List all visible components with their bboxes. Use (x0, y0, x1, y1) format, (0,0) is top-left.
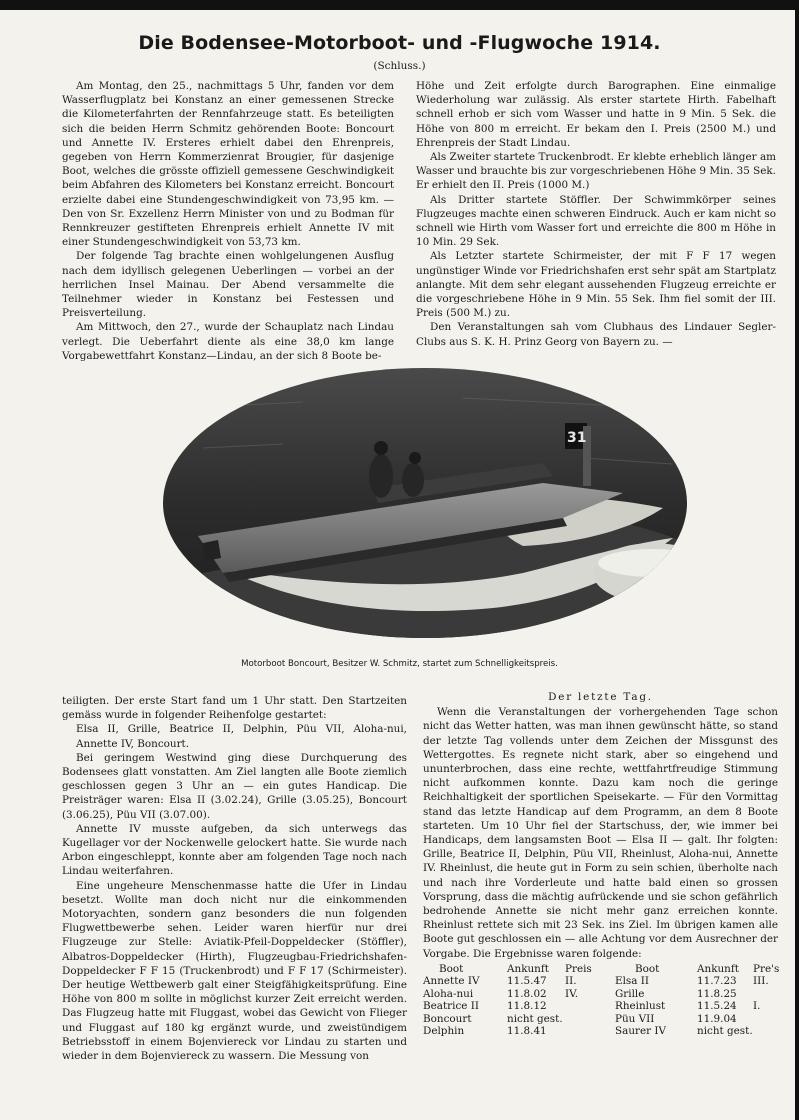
column-2 (416, 79, 776, 349)
table-cell: Delphin (423, 1025, 465, 1038)
paragraph: Der folgende Tag brachte einen wohlgelungenen Ausflug nach dem idyllisch gelegenen Ueberlingen — vorbei an der herrlichen Insel Mainau. Der Abend versammelte die Teilnehmer wieder in Konstanz bei Festessen und Preisverteilung. (62, 250, 394, 320)
table-cell: I. (753, 1000, 761, 1013)
paragraph: Eine ungeheure Menschenmasse hatte die Ufer in Lindau besetzt. Wollte man doch nicht nur die einkommenden Motoryachten, sondern ganz besonders die nun folgenden Flugwettbewerbe sehen. Leider waren hierfür nur drei Flugzeuge zur Stelle: Aviatik-Pfeil-Doppeldecker (Stöffler), Albatros-Doppeldecker (Hirth), Flugzeugbau-Friedrichshafen-Doppeldecker F F 15 (Truckenbrodt) und F F 17 (Schirmeister). Der heutige Wettbewerb galt einer Steigfähigkeitsprüfung. Eine Höhe von 800 m sollte in möglichst kurzer Zeit erreicht werden. Das Flugzeug hatte mit Fluggast, wobei das Gewicht von Flieger und Fluggast auf 180 kg ergänzt wurde, und zweistündigem Betriebsstoff in einem Bojenviereck vor Lindau zu starten und wieder in dem Bojenviereck zu wassern. Die Messung von (62, 879, 407, 1063)
header-boot: Boot (439, 962, 464, 975)
table-cell: II. (565, 975, 577, 988)
table-cell (753, 1013, 777, 1026)
scan-border-top (0, 0, 799, 10)
header-preis: Pre's (753, 962, 780, 975)
paragraph: Bei geringem Westwind ging diese Durchquerung des Bodensees glatt vonstatten. Am Ziel langten alle Boote ziemlich geschlossen gegen 3 Uhr an — ein gutes Handicap. Die Preisträger waren: Elsa II (3.02.24), Grille (3.05.25), Boncourt (3.06.25), Püu VII (3.07.00). (62, 751, 407, 821)
table-cell: nicht gest. (697, 1025, 753, 1038)
table-cell: Annette IV (423, 975, 480, 988)
paragraph: Elsa II, Grille, Beatrice II, Delphin, Püu VII, Aloha-nui, Annette IV, Boncourt. (76, 723, 407, 750)
table-cell: IV. (565, 987, 579, 1000)
paragraph: Wenn die Veranstaltungen der vorhergehenden Tage schon nicht das Wetter hatten, was man ihnen gewünscht hätte, so stand der letzte Tag vollends unter dem Zeichen der Missgunst des Wettergottes. Es regnete nicht stark, aber so eingehend und ununterbrochen, dass eine rechte, wettfahrtfreudige Stimmung nicht aufkommen konnte. Dazu kam noch die geringe Reichhaltigkeit der sportlichen Speisekarte. — Für den Vormittag stand das letzte Handicap auf dem Programm, an dem 8 Boote starteten. Um 10 Uhr fiel der Startschuss, der, wie immer bei Handicaps, dem langsamsten Boot — Elsa II — galt. Ihr folgten: Grille, Beatrice II, Delphin, Püu VII, Rheinlust, Aloha-nui, Annette IV. Rheinlust, die heute gut in Form zu sein schien, überholte nach und nach ihre Vorderleute und hatte bald einen so grossen Vorsprung, dass die mächtig aufrückende und sie schon gefährlich bedrohende Annette sie nicht mehr ganz erreichen konnte. Rheinlust rettete sich mit 23 Sek. ins Ziel. Im übrigen kamen alle Boote gut geschlossen ein — alle Achtung vor dem Ausrechner der Vorgabe. Die Ergebnisse waren folgende: (423, 706, 778, 960)
table-cell: Saurer IV (615, 1025, 666, 1038)
table-cell: 11.8.41 (507, 1025, 547, 1038)
table-cell: 11.5.24 (697, 1000, 737, 1013)
table-cell: Rheinlust (615, 1000, 666, 1013)
article-title: Die Bodensee-Motorboot- und -Flugwoche 1914. (138, 32, 661, 54)
article-subtitle: (Schluss.) (373, 60, 426, 72)
table-row (423, 988, 778, 1001)
table-cell: Boncourt (423, 1012, 472, 1025)
paragraph: Am Montag, den 25., nachmittags 5 Uhr, fanden vor dem Wasserflugplatz bei Konstanz an einer gemessenen Strecke die Kilometerfahrten der Rennfahrzeuge statt. Es beteiligten sich die beiden Herrn Schmitz gehörenden Boote: Boncourt und Annette IV. Ersteres erhielt dabei den Ehrenpreis, gegeben von Herrn Kommerzienrat Brougier, für dasjenige Boot, welches die grösste offiziell gemessene Geschwindigkeit beim Abfahren des Kilometers bei Konstanz erreicht. Boncourt erzielte dabei eine Stundengeschwindigkeit von 73,95 km. — Den von Sr. Exzellenz Herrn Minister von und zu Bodman für Rennkreuzer gestifteten Ehrenpreis erhielt Annette IV mit einer Stundengeschwindigkeit von 53,73 km. (62, 80, 394, 249)
boat-number-label: 31 (567, 430, 587, 446)
column-4 (423, 690, 778, 1038)
table-row (423, 1013, 778, 1026)
table-cell (565, 1000, 615, 1013)
scan-border-right (795, 0, 799, 1120)
table-cell (753, 1025, 777, 1038)
table-cell: Grille (615, 987, 645, 1000)
table-cell: III. (753, 975, 769, 988)
boat-photo (163, 368, 688, 638)
photo-caption: Motorboot Boncourt, Besitzer W. Schmitz, startet zum Schnelligkeitspreis. (241, 659, 558, 669)
section-heading: Der letzte Tag. (548, 691, 653, 703)
header-ankunft: Ankunft (507, 962, 549, 975)
table-cell: 11.8.25 (697, 987, 737, 1000)
results-header-row (423, 963, 778, 976)
paragraph: Als Zweiter startete Truckenbrodt. Er klebte erheblich länger am Wasser und brauchte bis zur vorgeschriebenen Höhe 9 Min. 35 Sek. Er erhielt den II. Preis (1000 M.) (416, 151, 776, 192)
table-cell: 11.8.02 (507, 987, 547, 1000)
paragraph: Höhe und Zeit erfolgte durch Barographen. Eine einmalige Wiederholung war zulässig. Als erster startete Hirth. Fabelhaft schnell erhob er sich vom Wasser und hatte in 9 Min. 5 Sek. die Höhe von 800 m erreicht. Er bekam den I. Preis (2500 M.) und Ehrenpreis der Stadt Lindau. (416, 80, 776, 149)
table-cell: 11.9.04 (697, 1012, 737, 1025)
column-3 (62, 694, 407, 1063)
table-cell: nicht gest. (507, 1012, 563, 1025)
table-row (423, 975, 778, 988)
header-boot: Boot (635, 962, 660, 975)
column-1 (62, 79, 394, 363)
table-cell (565, 1025, 615, 1038)
table-cell (565, 1013, 615, 1026)
table-cell: Püu VII (615, 1012, 655, 1025)
results-table (423, 963, 778, 1038)
table-cell: Elsa II (615, 975, 649, 988)
table-cell: 11.5.47 (507, 975, 547, 988)
table-cell: Beatrice II (423, 1000, 479, 1013)
table-cell: Aloha-nui (423, 987, 474, 1000)
header-preis: Preis (565, 962, 592, 975)
header-ankunft: Ankunft (697, 962, 739, 975)
table-row (423, 1000, 778, 1013)
table-row (423, 1025, 778, 1038)
paragraph: Als Letzter startete Schirmeister, der mit F F 17 wegen ungünstiger Winde vor Friedrichshafen erst sehr spät am Startplatz anlangte. Mit dem sehr elegant aussehenden Flugzeug erreichte er die vorgeschriebene Höhe in 9 Min. 55 Sek. Ihm fiel somit der III. Preis (500 M.) zu. (416, 250, 776, 320)
paragraph: Den Veranstaltungen sah vom Clubhaus des Lindauer Segler-Clubs aus S. K. H. Prinz Georg von Bayern zu. — (416, 321, 776, 348)
table-cell (753, 988, 777, 1001)
table-cell: 11.7.23 (697, 975, 737, 988)
paragraph: Annette IV musste aufgeben, da sich unterwegs das Kugellager vor der Nockenwelle gelockert hatte. Sie wurde nach Arbon eingeschleppt, konnte aber am folgenden Tage noch nach Lindau weiterfahren. (62, 822, 407, 878)
paragraph: Als Dritter startete Stöffler. Der Schwimmkörper seines Flugzeuges machte einen schweren Eindruck. Auch er kam nicht so schnell wie Hirth vom Wasser fort und erreichte die 800 m Höhe in 10 Min. 29 Sek. (416, 193, 776, 249)
paragraph: teiligten. Der erste Start fand um 1 Uhr statt. Den Startzeiten gemäss wurde in folgender Reihenfolge gestartet: (62, 695, 407, 722)
paragraph: Am Mittwoch, den 27., wurde der Schauplatz nach Lindau verlegt. Die Ueberfahrt diente als eine 38,0 km lange Vorgabewettfahrt Konstanz—Lindau, an der sich 8 Boote be- (62, 321, 394, 362)
table-cell: 11.8.12 (507, 1000, 547, 1013)
